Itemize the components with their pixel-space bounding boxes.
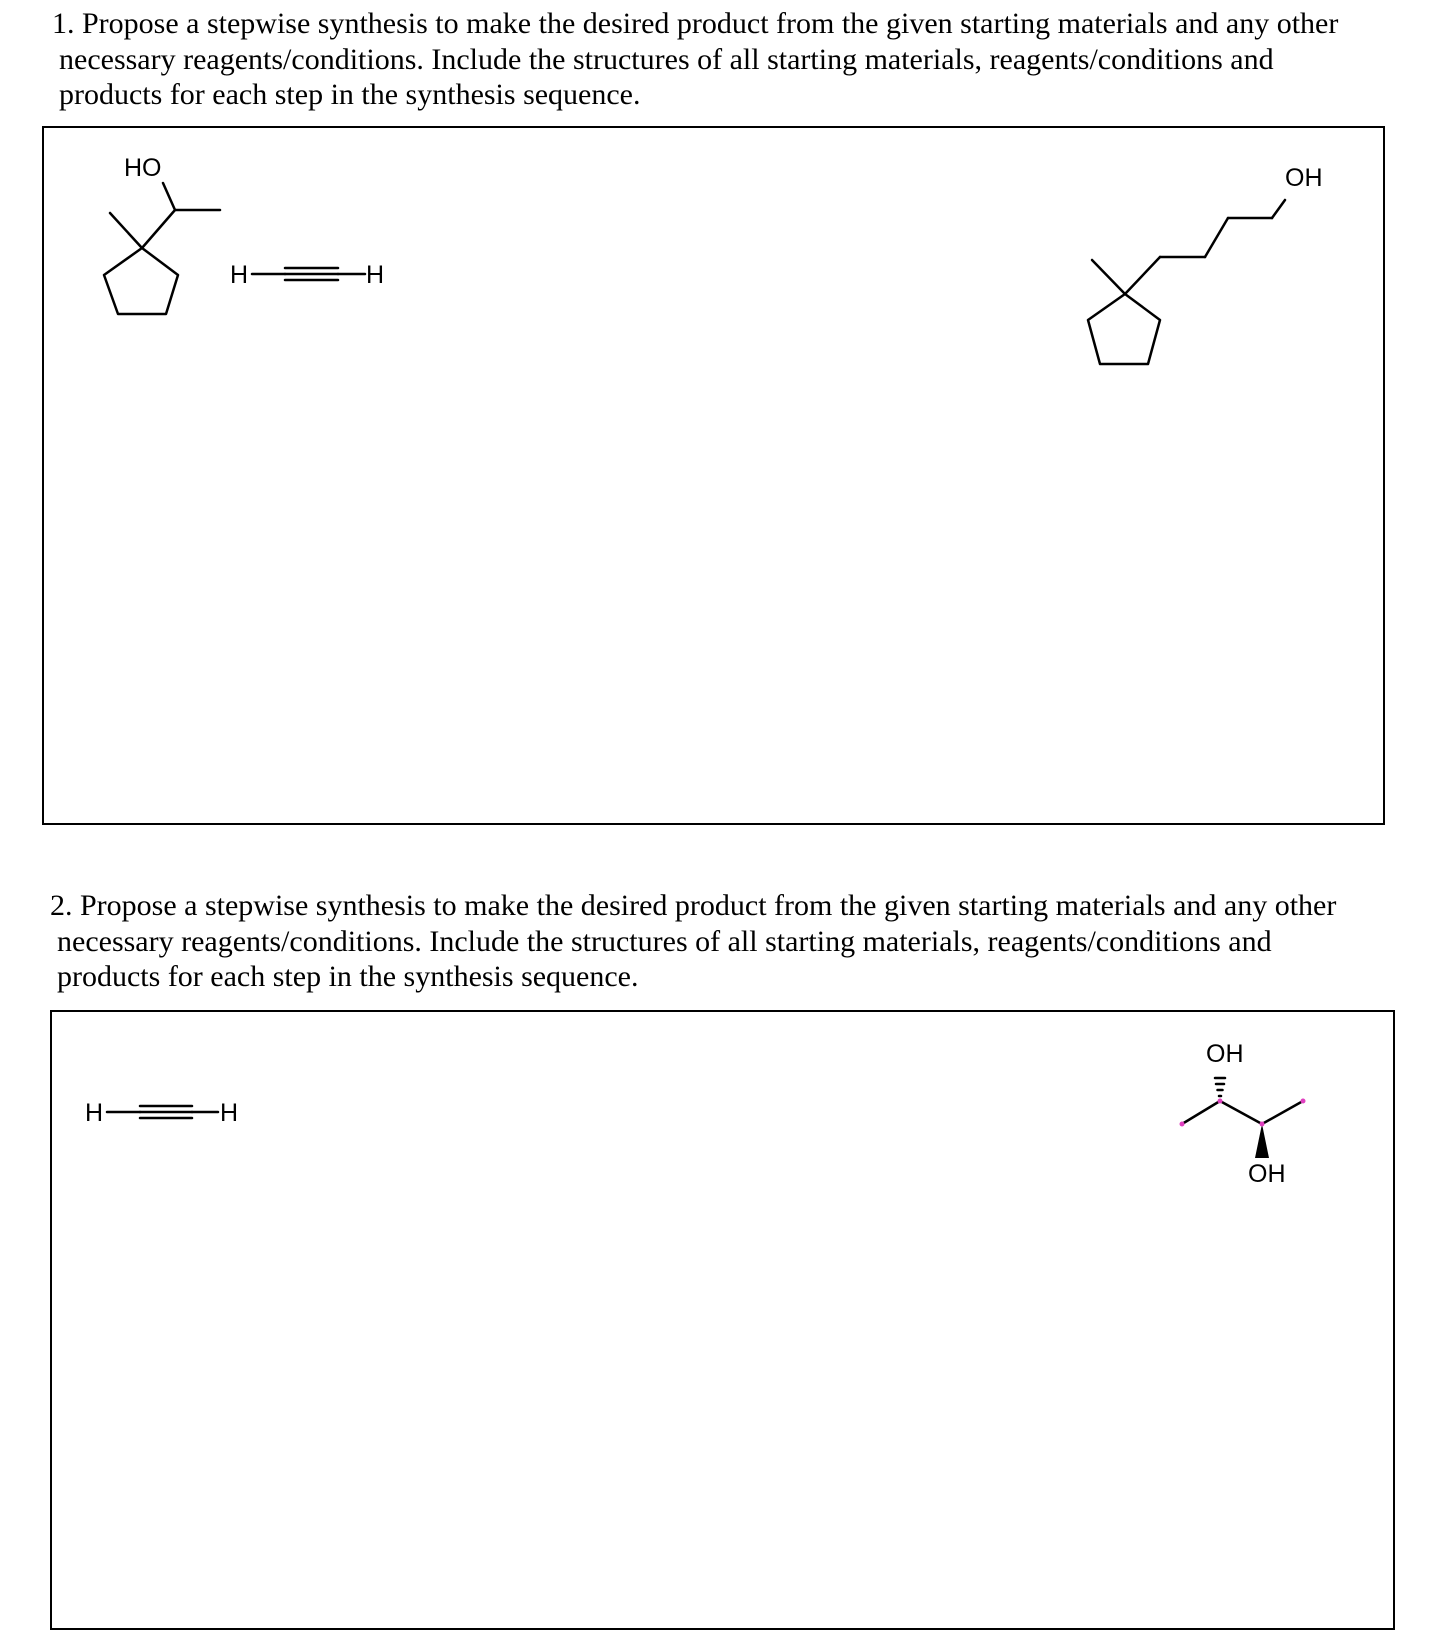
q2-acetylene-right-h: H [220,1099,239,1127]
question-1-line-2: necessary reagents/conditions. Include the structures of all starting materials, reagents/conditions and [59,42,1274,76]
marker-dot [1180,1122,1185,1127]
solid-wedge-bond [1255,1124,1269,1158]
q1-acetylene-structure [252,268,365,280]
q1-acetylene-right-h: H [366,261,385,289]
question-2-line-3: products for each step in the synthesis sequence. [57,960,639,993]
marker-dot [1260,1122,1265,1127]
hashed-bond [1215,1078,1225,1096]
q2-acetylene-structure [107,1106,218,1118]
q1-product-structure [1088,200,1285,364]
q1-starting-alcohol-structure [104,183,220,314]
q2-product-oh-top: OH [1206,1040,1244,1068]
q1-start-ho-label: HO [124,154,162,182]
q2-product-oh-bottom: OH [1248,1160,1286,1188]
question-1-line-1: 1. Propose a stepwise synthesis to make the desired product from the given starting materials and any other [52,7,1339,40]
q2-acetylene-left-h: H [85,1099,104,1127]
question-2-line-1: 2. Propose a stepwise synthesis to make the desired product from the given starting materials and any other [50,889,1337,922]
q1-product-oh-label: OH [1285,164,1323,192]
marker-dot [1301,1099,1306,1104]
question-1-line-3: products for each step in the synthesis sequence. [59,78,641,111]
q1-acetylene-left-h: H [230,261,249,289]
marker-dot [1218,1099,1223,1104]
q2-product-diol-structure [1182,1078,1303,1124]
question-2-line-2: necessary reagents/conditions. Include the structures of all starting materials, reagents/conditions and [57,924,1272,958]
